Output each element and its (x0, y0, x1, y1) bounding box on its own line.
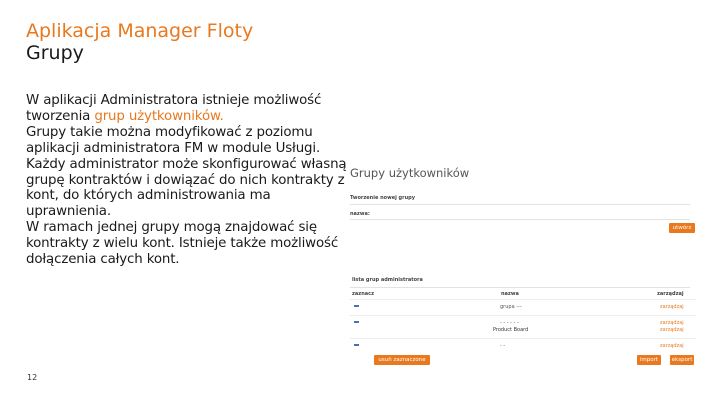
row-manage-link[interactable]: zarządzaj (660, 343, 684, 349)
screenshot-title: Grupy użytkowników (350, 166, 470, 180)
page-number: 12 (27, 373, 38, 382)
delete-selected-button[interactable]: usuń zaznaczone (374, 355, 430, 365)
column-header-name: nazwa (501, 291, 519, 297)
row-name: - - - - - - (500, 320, 519, 326)
row-manage-link[interactable]: zarządzaj (660, 327, 684, 333)
create-button[interactable]: utwórz (669, 223, 695, 233)
table-row (350, 323, 696, 338)
name-input[interactable] (350, 219, 690, 220)
divider (350, 204, 690, 205)
row-checkbox[interactable] (354, 305, 359, 307)
app-screenshot (344, 160, 698, 375)
new-group-label: Tworzenie nowej grupy (350, 195, 415, 201)
paragraph-1-accent: grup użytkowników. (94, 108, 224, 124)
row-manage-link[interactable]: zarządzaj (660, 304, 684, 310)
column-header-select: zaznacz (352, 291, 375, 297)
table-row (350, 338, 696, 354)
list-title: lista grup administratora (352, 277, 423, 283)
import-button[interactable]: import (637, 355, 661, 365)
row-name: grupa --- (500, 304, 522, 310)
divider (350, 287, 690, 288)
paragraph-1 (26, 93, 356, 125)
column-header-manage: zarządzaj (657, 291, 684, 297)
paragraph-1-text: W aplikacji Administratora istnieje możliwość tworzenia (26, 93, 322, 124)
export-button[interactable]: eksport (671, 357, 693, 363)
paragraph-2: Grupy takie można modyfikować z poziomu aplikacji administratora FM w module Usługi. Każdy administrator może skonfigurować własną grupę kontraktów i dowiązać do nich kontrakty z kont, do których administrowania ma uprawnienia. (26, 124, 347, 220)
row-manage-link[interactable]: zarządzaj (660, 320, 684, 326)
name-label: nazwa: (350, 211, 370, 217)
row-checkbox[interactable] (354, 344, 359, 346)
row-name: - - (500, 343, 506, 349)
app-title: Aplikacja Manager Floty (26, 20, 254, 42)
section-title: Grupy (26, 42, 84, 64)
description (26, 93, 356, 268)
paragraph-3: W ramach jednej grupy mogą znajdować się kontrakty z wielu kont. Istnieje także możliwość dołączenia całych kont. (26, 220, 339, 268)
table-row (350, 299, 696, 315)
row-name: Product Board (493, 327, 529, 333)
